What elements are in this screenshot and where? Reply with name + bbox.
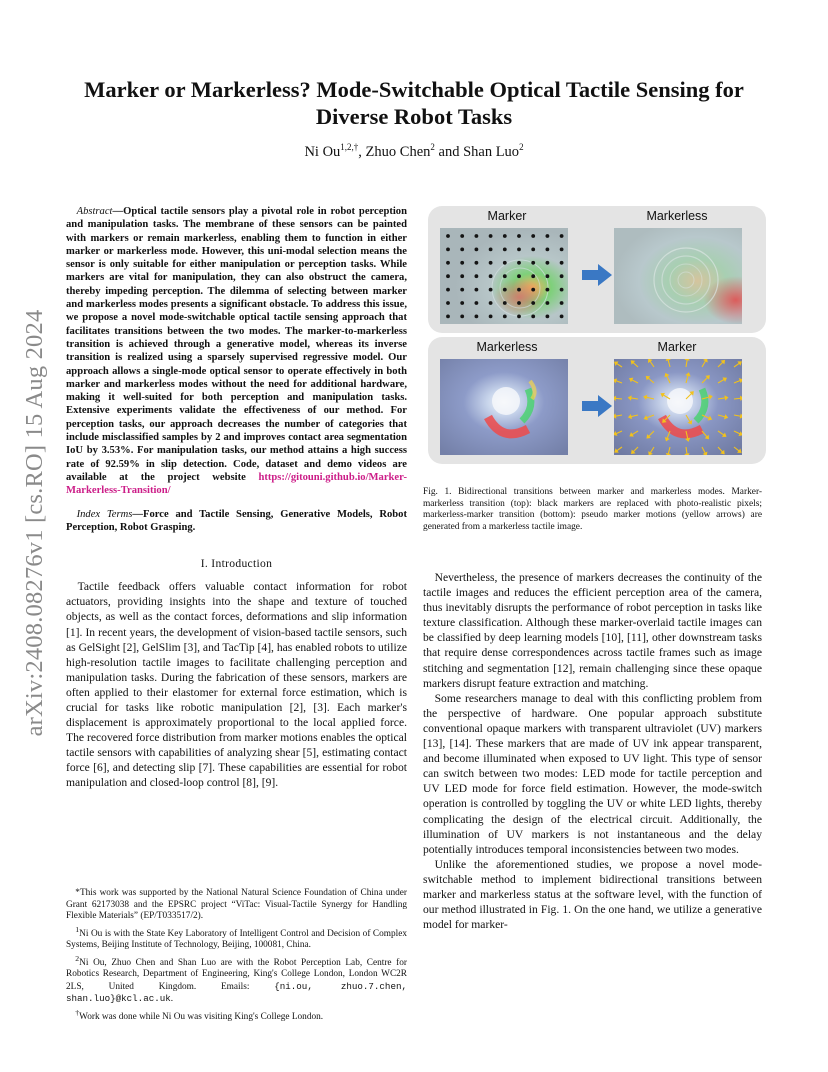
panel-label: Markerless — [476, 340, 538, 354]
section-heading: I. Introduction — [200, 557, 273, 571]
author-name: Shan Luo — [463, 143, 520, 160]
abstract-text: —Optical tactile sensors play a pivotal role in robot perception and manipulation tasks. The membrane of these sensors can be painted with markers or remain markerless, enabling them to function in either marker or markerless mode. However, this uni-modal selection means the sensor is only suitable for either manipulation or perception tasks. While markers are vital for manipulation, they can also obstruct the camera, thereby impeding perception. The dilemma of selecting between marker and markerless modes presents a significant obstacle. To address this issue, we propose a novel mode-switchable optical tactile sensing approach that facilitates transitions between the two modes. The marker-to-markerless transition is achieved through a generative model, whereas its inverse transition is realized using a sparsely supervised regressive model. Our approach allows a single-mode optical sensor to operate effectively in both marker and markerless modes without the need for additional hardware, making it well-suited for both perception and manipulation tasks. Extensive experiments validate the effectiveness of our method. For perception tasks, our approach decreases the number of categories that include misclassified samples by 2 and improves contact area segmentation IoU by 3.53%. For manipulation tasks, our method attains a high success rate of 92.59% in slip detection. Code, dataset and demo videos are available at the project website — [66, 206, 407, 483]
marker-dot — [460, 315, 464, 319]
marker-dot — [446, 234, 450, 238]
pseudo-marker-arrowhead — [614, 415, 616, 418]
footnotes — [66, 888, 407, 1024]
pseudo-marker-arrowhead — [667, 359, 670, 360]
panel-label: Markerless — [646, 209, 708, 223]
marker-dot — [517, 274, 521, 278]
body-paragraph: Nevertheless, the presence of markers decreases the continuity of the tactile images and reduces the efficient perception area of the camera, thus inevitably disrupts the performance of robot perception in tasks like texture classification. Although these marker-overlaid tactile images can be classified by deep learning models [10], [11], other downstream tasks that require dense correspondences across tactile frames such as image stitching and segmentation [12], remain challenging since these opaque markers disrupt feature extraction and matching. — [423, 571, 762, 690]
marker-dot — [517, 261, 521, 265]
marker-dot — [560, 315, 564, 319]
marker-dot — [446, 288, 450, 292]
marker-dot — [531, 234, 535, 238]
marker-dot — [460, 248, 464, 252]
marker-dot — [503, 301, 507, 305]
tactile-image-markerless — [614, 228, 742, 324]
intro-paragraph: Tactile feedback offers valuable contact information for robot actuators, providing insights into the shape and texture of touched objects, as well as the contact forces, deformations and slip information [1]. In recent years, the development of vision-based tactile sensors, such as GelSight [2], GelSlim [3], and TacTip [4], has enabled robots to utilize high-resolution tactile images to facilitate challenging perception and manipulation tasks. During the fabrication of these sensors, markers are often applied to their elastomer for external force estimation, which is crucial for tasks like robotic manipulation [2], [3]. Each marker's displacement is approximately proportional to the local applied force. The recovered force distribution from marker motions enables the optical tactile sensors with capabilities of analyzing shear [5], estimating contact force [6], and detecting slip [7]. These capabilities are essential for robot manipulation and closed-loop control [8], [9]. — [66, 580, 407, 790]
arxiv-stamp: arXiv:2408.08276v1 [cs.RO] 15 Aug 2024 — [21, 309, 48, 736]
index-terms-text: —Force and Tactile Sensing, Generative Models, Robot Perception, Robot Grasping. — [66, 508, 407, 533]
tactile-image-markerless-contact — [440, 359, 568, 455]
index-terms-label: Index Terms — [76, 508, 133, 520]
marker-dot — [546, 301, 550, 305]
pseudo-marker-arrowhead — [740, 415, 742, 418]
pseudo-marker-arrow — [615, 398, 622, 399]
marker-dot — [546, 261, 550, 265]
pseudo-marker-arrowhead — [686, 359, 689, 360]
left-column — [66, 205, 407, 791]
index-terms — [66, 508, 407, 535]
author-affiliation-mark: 2 — [430, 142, 435, 152]
figure-panel-bottom — [428, 337, 766, 464]
marker-dot — [460, 288, 464, 292]
marker-dot — [489, 274, 493, 278]
marker-dot — [489, 288, 493, 292]
right-arrow-icon — [582, 395, 612, 417]
marker-dot — [446, 261, 450, 265]
figure-caption: Fig. 1. Bidirectional transitions between marker and markerless modes. Marker-markerless transition (top): black markers are replaced with photo-realistic pixels; markerless-marker transition (bottom): pseudo marker motions (yellow arrows) are generated from a markerless tactile image. — [423, 487, 762, 532]
marker-dot — [560, 248, 564, 252]
marker-dot — [460, 301, 464, 305]
author-list: Ni $Ou^{1,2,\dagger}$, Zhuo Chen$^2$ and Shan Luo$^2$ — [304, 142, 524, 160]
marker-dot — [546, 248, 550, 252]
marker-dot — [489, 248, 493, 252]
author-name: Zhuo Chen — [365, 143, 431, 160]
author-affiliation-mark: 1,2,† — [340, 142, 359, 152]
marker-dot — [475, 248, 479, 252]
author-affiliation-mark: 2 — [519, 142, 524, 152]
pseudo-marker-arrowhead — [741, 397, 742, 400]
marker-dot — [531, 248, 535, 252]
marker-dot — [489, 261, 493, 265]
marker-dot — [560, 274, 564, 278]
marker-dot — [446, 315, 450, 319]
marker-dot — [489, 301, 493, 305]
panel-label: Marker — [657, 340, 697, 354]
author-conjunction: and — [438, 143, 460, 160]
figure-1 — [428, 206, 766, 488]
marker-dot — [503, 288, 507, 292]
marker-dot — [475, 315, 479, 319]
marker-dot — [475, 301, 479, 305]
marker-dot — [531, 301, 535, 305]
marker-dot — [460, 274, 464, 278]
marker-dot — [517, 315, 521, 319]
marker-dot — [531, 261, 535, 265]
author-name: Ni Ou — [304, 143, 341, 160]
abstract-label: Abstract — [76, 206, 113, 217]
marker-dot — [503, 261, 507, 265]
marker-dot — [546, 288, 550, 292]
visiting-footnote: †Work was done while Ni Ou was visiting King's College London. — [75, 1007, 324, 1022]
tactile-image-pseudo-markers — [614, 359, 742, 455]
marker-dot — [560, 301, 564, 305]
marker-dot — [475, 274, 479, 278]
marker-dot — [489, 234, 493, 238]
right-arrow-icon — [582, 264, 612, 286]
marker-dot — [517, 248, 521, 252]
marker-dot — [460, 261, 464, 265]
marker-dot — [546, 274, 550, 278]
affiliation-footnote-2: $^2$Ni Ou, Zhuo Chen and Shan Luo are with the Robot Perception Lab, Centre for Robotics Research, Department of Engineering, King's College London, London WC2R 2LS, United Kingdom. Emails: {ni.ou, zhuo.7.chen, shan.luo}@kcl.ac.uk. — [66, 953, 407, 1005]
marker-dot — [560, 261, 564, 265]
marker-dot — [475, 288, 479, 292]
marker-dot — [517, 301, 521, 305]
pseudo-marker-arrow — [734, 398, 741, 399]
marker-dot — [475, 234, 479, 238]
panel-label: Marker — [487, 209, 527, 223]
marker-dot — [546, 315, 550, 319]
marker-dot — [531, 315, 535, 319]
marker-dot — [475, 261, 479, 265]
project-website-link[interactable]: https://gitouni.github.io/Marker-Markerless-Transition/ — [66, 471, 407, 497]
right-column — [423, 570, 762, 932]
marker-dot — [503, 274, 507, 278]
marker-dot — [460, 234, 464, 238]
pseudo-marker-arrowhead — [685, 454, 688, 455]
figure-panel-top — [428, 206, 766, 333]
marker-dot — [503, 248, 507, 252]
pseudo-marker-arrowhead — [667, 454, 670, 455]
marker-dot — [517, 288, 521, 292]
marker-dot — [517, 234, 521, 238]
affiliation-footnote-1: $^1$Ni Ou is with the State Key Laboratory of Intelligent Control and Decision of Complex Systems, Beijing Institute of Technology, Beijing, 100081, China. — [66, 924, 407, 951]
tactile-image-with-markers — [440, 228, 568, 324]
marker-dot — [560, 288, 564, 292]
body-paragraph: Unlike the aforementioned studies, we propose a novel mode-switchable method to implement bidirectional transitions between marker and markerless status at the software level, with the function of our method illustrated in Fig. 1. On the one hand, we utilize a generative model for marker- — [423, 857, 762, 932]
marker-dot — [531, 274, 535, 278]
email-addresses: {ni.ou, zhuo.7.chen, shan.luo}@kcl.ac.uk — [66, 980, 407, 1005]
paper-title: Marker or Markerless? Mode-Switchable Optical Tactile Sensing for Diverse Robot Tasks — [84, 77, 744, 129]
marker-dot — [546, 234, 550, 238]
marker-dot — [446, 248, 450, 252]
body-paragraph: Some researchers manage to deal with this conflicting problem from the perspective of hardware. One popular approach substitute conventional opaque markers with transparent ultraviolet (UV) markers [13], [14]. These markers that are made of UV ink appear transparent, and become illuminated when exposed to UV light. This type of sensor can switch between two modes: LED mode for tactile perception and UV LED mode for force field estimation. However, the mode-switch operation is controlled by toggling the UV or white LED lights, thereby complicating the design of the electrical circuit. Additionally, the illumination of UV markers is not instantaneous and the delay potentially introduces temporal inconsistencies between two modes. — [423, 691, 762, 856]
marker-dot — [446, 274, 450, 278]
marker-dot — [503, 234, 507, 238]
marker-dot — [446, 301, 450, 305]
marker-dot — [489, 315, 493, 319]
abstract — [66, 205, 407, 498]
marker-dot — [531, 288, 535, 292]
marker-dot — [503, 315, 507, 319]
funding-footnote: *This work was supported by the National Natural Science Foundation of China under Grant 62173038 and the EPSRC project “ViTac: Visual-Tactile Synergy for Handling Flexible Materials” (EP/T033517/2). — [66, 888, 407, 921]
pseudo-marker-arrowhead — [614, 397, 615, 400]
marker-dot — [560, 234, 564, 238]
